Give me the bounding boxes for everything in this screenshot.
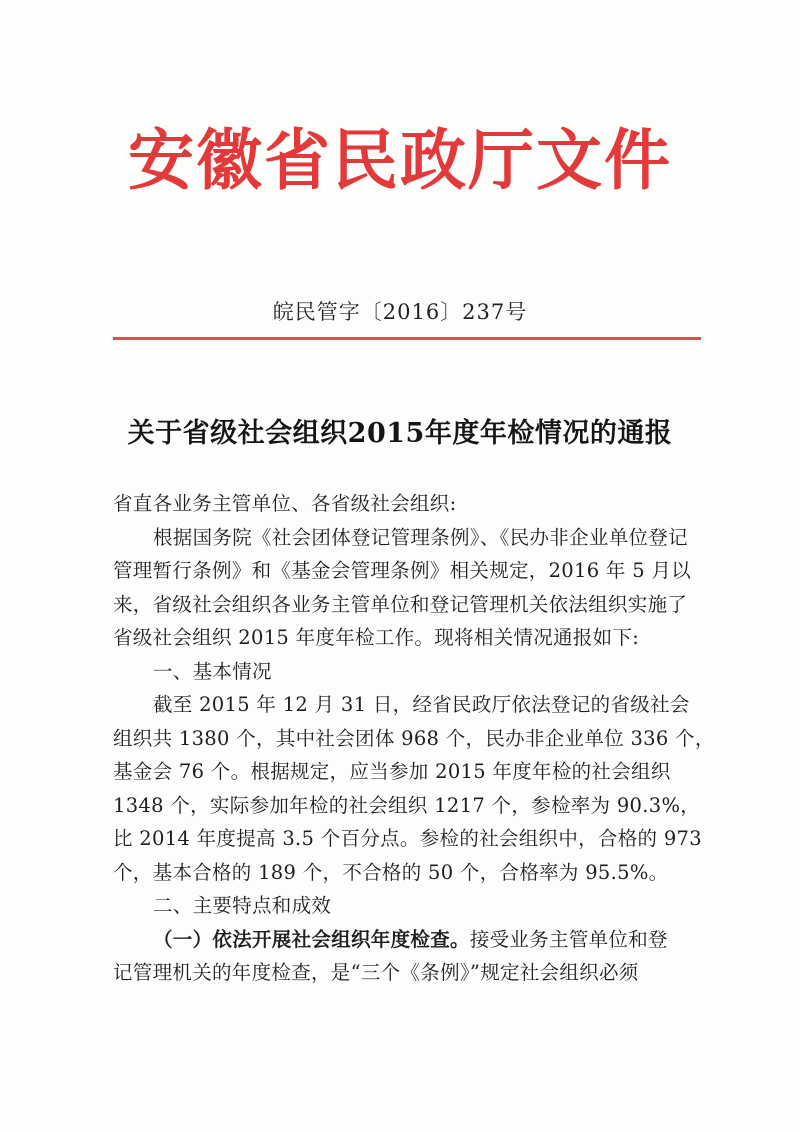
subsection-heading: （一）依法开展社会组织年度检查。: [153, 927, 470, 951]
paragraph-line: 比 2014 年度提高 3.5 个百分点。参检的社会组织中，合格的 973: [113, 827, 702, 850]
document-title: 关于省级社会组织2015年度年检情况的通报: [127, 418, 673, 449]
document-number: 皖民管字〔2016〕237号: [272, 300, 528, 324]
paragraph-line: [113, 923, 713, 957]
paragraph-line: 截至 2015 年 12 月 31 日，经省民政厅依法登记的省级社会: [153, 693, 690, 716]
paragraph-line: 记管理机关的年度检查，是“三个《条例》”规定社会组织必须: [113, 961, 639, 984]
section-heading-features: 二、主要特点和成效: [153, 894, 332, 917]
paragraph-line: 基金会 76 个。根据规定，应当参加 2015 年度年检的社会组织: [113, 760, 671, 783]
section-heading-basic: 一、基本情况: [153, 659, 272, 683]
paragraph-line: 管理暂行条例》和《基金会管理条例》相关规定，2016 年 5 月以: [113, 559, 692, 582]
paragraph-line: 组织共 1380 个，其中社会团体 968 个，民办非企业单位 336 个，: [113, 726, 715, 750]
red-separator-line: [113, 337, 701, 340]
paragraph-line: 1348 个，实际参加年检的社会组织 1217 个，参检率为 90.3%，: [113, 793, 701, 817]
document-body: [113, 487, 713, 990]
paragraph-line: 根据国务院《社会团体登记管理条例》、《民办非企业单位登记: [153, 525, 688, 549]
salutation: 省直各业务主管单位、各省级社会组织:: [113, 492, 457, 515]
paragraph-line: 来，省级社会组织各业务主管单位和登记管理机关依法组织实施了: [113, 592, 688, 616]
paragraph-line: 省级社会组织 2015 年度年检工作。现将相关情况通报如下:: [113, 626, 640, 649]
paragraph-line: 个，基本合格的 189 个，不合格的 50 个，合格率为 95.5%。: [113, 860, 669, 884]
paragraph-text: 接受业务主管单位和登: [469, 927, 668, 951]
agency-document-header: 安徽省民政厅文件: [128, 122, 672, 199]
